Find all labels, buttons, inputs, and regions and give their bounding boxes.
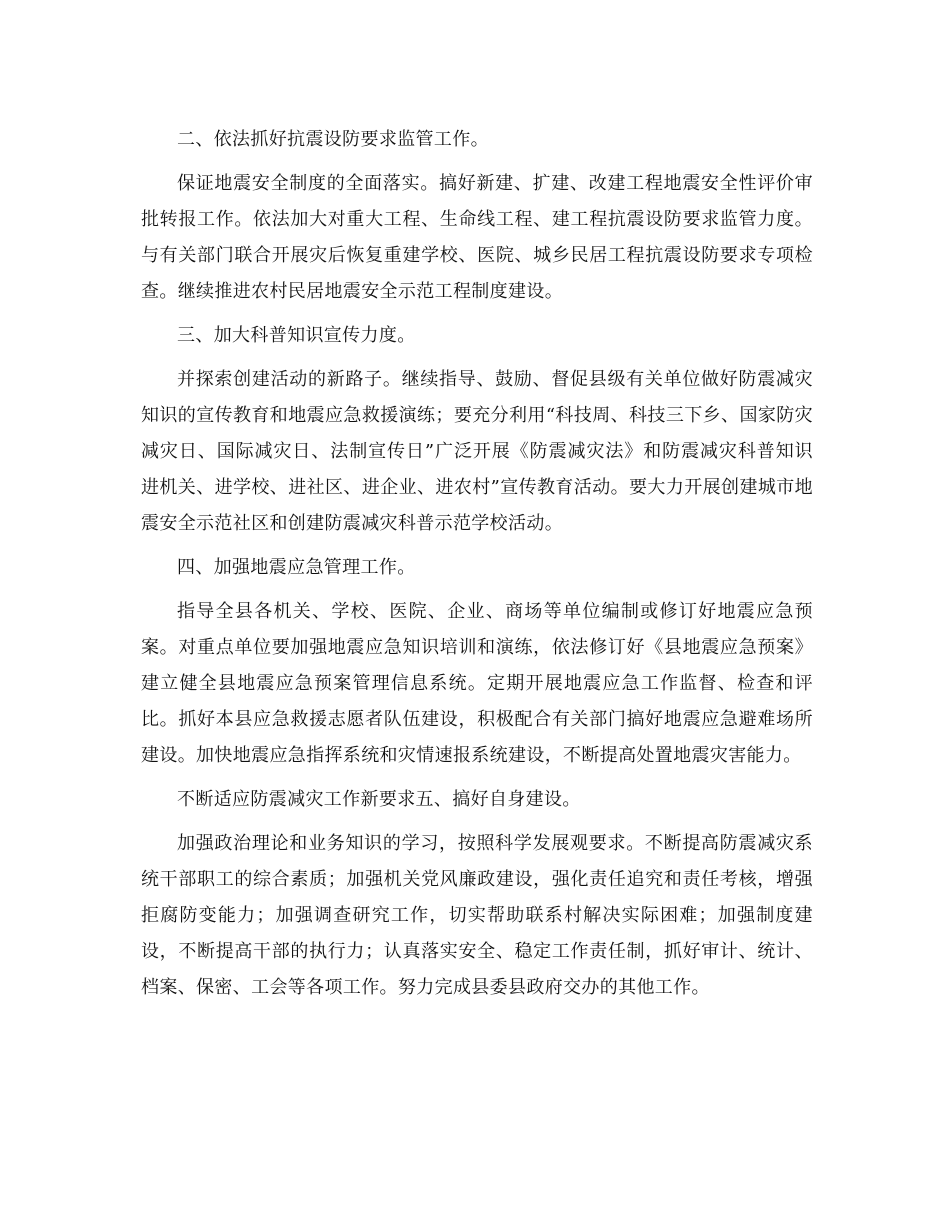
section-heading-5: 不断适应防震减灾工作新要求五、搞好自身建设。 [177,789,581,810]
section-body-4: 指导全县各机关、学校、医院、企业、商场等单位编制或修订好地震应急预案。对重点单位要加强地震应急知识培训和演练，依法修订好《县地震应急预案》建立健全县地震应急预案管理信息系统。定期开展地震应急工作监督、检查和评比。抓好本县应急救援志愿者队伍建设，积极配合有关部门搞好地震应急避难场所建设。加快地震应急指挥系统和灾情速报系统建设，不断提高处置地震灾害能力。 [141,601,813,766]
section-body-3: 并探索创建活动的新路子。继续指导、鼓励、督促县级有关单位做好防震减灾知识的宣传教育和地震应急救援演练；要充分利用“科技周、科技三下乡、国家防灾减灾日、国际减灾日、法制宣传日”广泛开展《防震减灾法》和防震减灾科普知识 进机关、进学校、进社区、进企业、进农村”宣传教育活动。要大力开展创建城市地震安全示范社区和创建防震减灾科普示范学校活动。 [141,369,813,534]
section-heading-2: 二、依法抓好抗震设防要求监管工作。 [177,129,489,150]
section-body-2: 保证地震安全制度的全面落实。搞好新建、扩建、改建工程地震安全性评价审批转报工作。依法加大对重大工程、生命线工程、建工程抗震设防要求监管力度。与有关部门联合开展灾后恢复重建学校、医院、城乡民居工程抗震设防要求专项检查。继续推进农村民居地震安全示范工程制度建设。 [141,173,813,302]
section-heading-3: 三、加大科普知识宣传力度。 [177,325,416,346]
document-page [141,122,813,1014]
section-heading-4: 四、加强地震应急管理工作。 [177,557,416,578]
section-body-5: 加强政治理论和业务知识的学习，按照科学发展观要求。不断提高防震减灾系统干部职工的综合素质；加强机关党风廉政建设，强化责任追究和责任考核，增强拒腐防变能力；加强调查研究工作，切实帮助联系村解决实际困难；加强制度建设，不断提高干部的执行力；认真落实安全、稳定工作责任制，抓好审计、统计、档案、保密、工会等各项工作。努力完成县委县政府交办的其他工作。 [141,833,813,998]
